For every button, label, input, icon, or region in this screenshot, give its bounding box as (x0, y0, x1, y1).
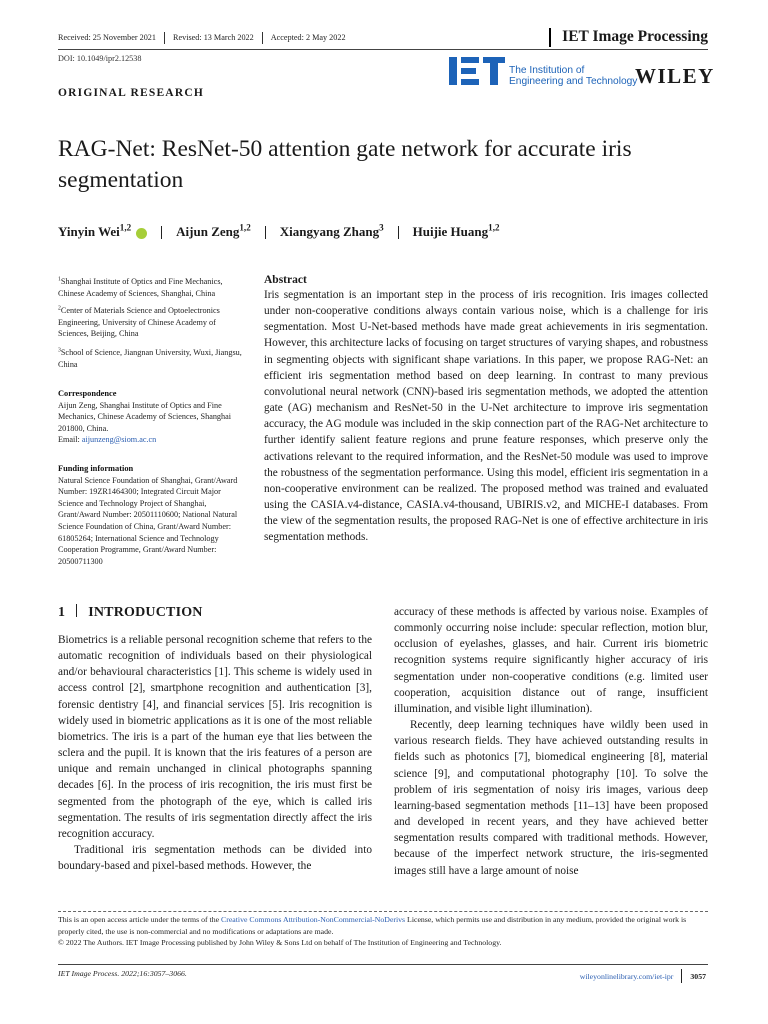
author[interactable]: Yinyin Wei$^{1,2}$ (58, 222, 132, 239)
copyright: © 2022 The Authors. IET Image Processing published by John Wiley & Sons Ltd on behalf of The Institution of Engineering and Technology. (58, 938, 502, 947)
divider (161, 226, 162, 239)
revised-date: Revised: 13 March 2022 (173, 33, 254, 42)
abstract-text: Iris segmentation is an important step in the process of iris recognition. Iris images collected under non-cooperative conditions always contain various noise, which is a challenge for iris segmentation. Most U-Net-based methods have made great achievements in iris segmentation. However, this architecture lacks of focusing on target structures of varying shapes, and robustness in segmenting objects with significant shape variations. In this paper, we propose RAG-Net: an efficient iris segmentation method based on deep learning. In contrast to many previous convolutional neural network (CNN)-based iris segmentation methods, we adopted the attention gate (AG) mechanism and ResNet-50 in the U-Net architecture to improve iris segmentation accuracy, the AG module was included in the skip connection part of the RAG-Net architecture to further identify salient feature regions and prune feature responses, which preserve only the activations relevant to the required information, and the ResNet-50 module was used to improve the robustness of the segmentation performance. Using this model, efficient iris segmentation in a non-cooperative environment can be realized. The proposed method was trained and evaluated using the CASIA.v4-distance, CASIA.v4-thousand, UBIRIS.v2, and MICHE-I databases. From the view of the segmentation results, the proposed RAG-Net is one of effective architecture in iris segmentation methods. (264, 289, 708, 544)
abstract (264, 274, 708, 546)
license-notice: This is an open access article under the terms of the Creative Commons Attribution-NonCommercial-NoDerivs License, which permits use and distribution in any medium, provided the original work is properly cited, the use is non-commercial and no modifications or adaptations are made. © 2022 The Authors. IET Image Processing published by John Wiley & Sons Ltd on behalf of The Institution of Engineering and Technology. (58, 914, 708, 949)
article-title: RAG-Net: ResNet-50 attention gate network for accurate iris segmentation (58, 136, 632, 193)
affiliation: $^1$Shanghai Institute of Optics and Fine Mechanics, Chinese Academy of Sciences, Shanghai, China (58, 276, 223, 298)
paragraph: Traditional iris segmentation methods can be divided into boundary-based and pixel-based methods. However, the (58, 844, 372, 873)
accepted-date: Accepted: 2 May 2022 (270, 33, 346, 42)
divider (681, 969, 682, 983)
journal-name: IET Image Processing (562, 28, 708, 45)
email-link[interactable]: aijunzeng@siom.ac.cn (81, 435, 157, 445)
iet-logo-icon (449, 56, 505, 86)
footer-divider (58, 911, 708, 912)
funding-heading: Funding information (58, 464, 134, 473)
author[interactable]: Aijun Zeng$^{1,2}$ (176, 222, 251, 239)
author-list (58, 224, 500, 240)
correspondence-heading: Correspondence (58, 389, 117, 398)
affiliation: $^2$Center of Materials Science and Optoelectronics Engineering, University of Chinese Academy of Sciences, Beijing, China (58, 305, 220, 339)
page-footer (580, 969, 706, 983)
footer-rule (58, 964, 708, 965)
divider (398, 226, 399, 239)
funding (58, 463, 246, 567)
paragraph: Biometrics is a reliable personal recognition scheme that refers to the automatic recognition of individuals based on their physiological and/or behavioural characteristics [1]. This scheme is widely used in access control [2], smartphone recognition and authentication [3], forensic dentistry [4], and financial services [5]. Iris recognition is widely used in biometric applications as it is one of the most reliable biometrics. The iris is a part of the human eye that lies between the sclera and the pupil. It is known that the iris features of a person are unique and remain unchanged in clinical photographs spanning decades [6]. In the process of iris recognition, the iris must first be segmented from the photograph of the eye, which is called iris segmentation. The results of iris segmentation directly affect the iris recognition accuracy. (58, 634, 372, 840)
license-link[interactable]: Creative Commons Attribution-NonCommercial-NoDerivs (221, 915, 406, 924)
divider (262, 32, 263, 44)
divider (164, 32, 165, 44)
paragraph: accuracy of these methods is affected by various noise. Examples of commonly occurring noise include: specular reflection, motion blur, occlusion of eyelashes, glasses, and hair. Current iris biometric recognition systems require significantly higher accuracy of iris segmentation under non-cooperative conditions (e.g. limited user cooperation, acquisition distance out of range, insufficient illumination, and visible light illumination). (394, 606, 708, 715)
received-date: Received: 25 November 2021 (58, 33, 156, 42)
publication-dates (58, 33, 346, 45)
author[interactable]: Huijie Huang$^{1,2}$ (412, 222, 500, 239)
abstract-heading: Abstract (264, 274, 307, 286)
page-number: 3057 (690, 971, 706, 981)
iet-logo-text: The Institution of Engineering and Technology (509, 65, 638, 87)
intro-column-1 (58, 632, 372, 874)
citation: IET Image Process. 2022;16:3057–3066. (58, 969, 187, 978)
correspondence-text: Aijun Zeng, Shanghai Institute of Optics and Fine Mechanics, Chinese Academy of Sciences, Shanghai 201800, China. (58, 400, 232, 433)
journal-bar (549, 28, 551, 47)
affiliation: $^3$School of Science, Jiangnan University, Wuxi, Jiangsu, China (58, 347, 242, 369)
article-type: ORIGINAL RESEARCH (58, 87, 204, 99)
divider (265, 226, 266, 239)
journal-url[interactable]: wileyonlinelibrary.com/iet-ipr (579, 971, 674, 981)
header-rule (58, 49, 708, 50)
doi[interactable]: DOI: 10.1049/ipr2.12538 (58, 54, 142, 63)
intro-column-2 (394, 604, 708, 879)
orcid-icon[interactable] (136, 228, 147, 239)
email-line: Email: aijunzeng@siom.ac.cn (58, 435, 157, 445)
publisher-logo: WILEY (635, 64, 715, 88)
funding-text: Natural Science Foundation of Shanghai, Grant/Award Number: 19ZR1464300; Integrated Circuit Major Science and Technology Project of Shanghai, Grant/Award Number: 20501110600; National Natural Science Foundation of China, Grant/Award Number: 61805264; International Science and Technology Cooperation Programme, Grant/Award Number: 20500711300 (58, 475, 238, 566)
author[interactable]: Xiangyang Zhang$^3$ (279, 222, 384, 239)
paragraph: Recently, deep learning techniques have wildly been used in various research fields. They have achieved outstanding results in fields such as photonics [7], biomedical engineering [8], material science [9], and computational photography [10]. To solve the problem of iris segmentation of noisy iris images, various deep learning-based segmentation methods [11–13] have been proposed and developed in recent years, and they have achieved better segmentation results compared with traditional methods. However, because of the imperfect network structure, the iris-segmented images still have a large amount of noise (394, 719, 708, 877)
correspondence (58, 388, 246, 446)
section-heading: 1 INTRODUCTION (58, 605, 203, 620)
